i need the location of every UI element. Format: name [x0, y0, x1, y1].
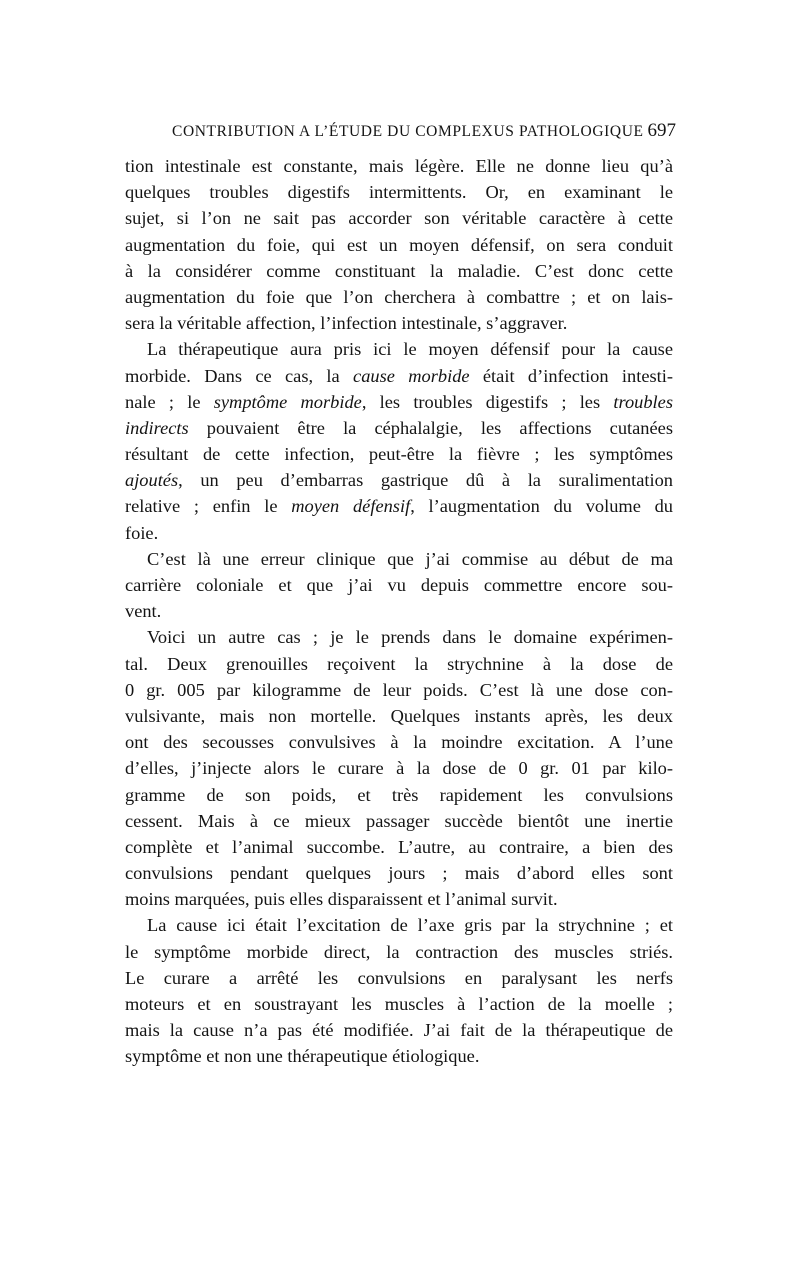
text-line: [125, 336, 673, 362]
body-text: [125, 153, 673, 1070]
text-line: [125, 493, 673, 519]
text-segment: La thérapeutique aura pris ici le moyen défensif pour la cause: [147, 339, 673, 360]
text-line: [125, 912, 673, 938]
text-line: [125, 441, 673, 467]
text-line: [125, 703, 673, 729]
text-segment: augmentation du foie, qui est un moyen défensif, on sera conduit: [125, 234, 673, 255]
text-line: [125, 598, 673, 624]
text-segment: résultant de cette infection, peut-être la fièvre ; les symptômes: [125, 444, 673, 465]
text-segment: La cause ici était l’excitation de l’axe gris par la strychnine ; et: [147, 915, 673, 936]
text-line: [125, 572, 673, 598]
text-segment: vulsivante, mais non mortelle. Quelques instants après, les deux: [125, 705, 673, 726]
text-segment: augmentation du foie que l’on cherchera à combattre ; et on lais-: [125, 286, 673, 307]
text-segment: , les troubles digestifs ; les: [361, 391, 614, 412]
text-line: [125, 179, 673, 205]
text-line: [125, 1043, 673, 1069]
text-line: [125, 520, 673, 546]
italic-text: troubles: [613, 391, 673, 412]
text-segment: , un peu d’embarras gastrique dû à la suralimentation: [178, 470, 673, 491]
text-line: [125, 939, 673, 965]
text-segment: convulsions pendant quelques jours ; mais d’abord elles sont: [125, 863, 673, 884]
text-line: [125, 232, 673, 258]
text-segment: carrière coloniale et que j’ai vu depuis commettre encore sou-: [125, 575, 673, 595]
text-segment: sera la véritable affection, l’infection intestinale, s’aggraver.: [125, 313, 568, 334]
text-segment: tion intestinale est constante, mais légère. Elle ne donne lieu qu’à: [125, 156, 673, 176]
text-line: [125, 1017, 673, 1043]
text-segment: foie.: [125, 522, 159, 543]
text-line: [125, 205, 673, 231]
text-segment: mais la cause n’a pas été modifiée. J’ai fait de la thérapeutique de: [125, 1020, 673, 1041]
text-segment: , l’augmentation du volume du: [410, 496, 674, 517]
text-line: [125, 153, 673, 179]
text-segment: d’elles, j’injecte alors le curare à la dose de 0 gr. 01 par kilo-: [125, 758, 673, 779]
text-segment: gramme de son poids, et très rapidement les convulsions: [125, 784, 673, 805]
text-line: [125, 363, 673, 389]
text-line: [125, 624, 673, 650]
text-line: [125, 467, 673, 493]
text-line: [125, 782, 673, 808]
text-line: [125, 729, 673, 755]
text-line: [125, 677, 673, 703]
text-segment: Voici un autre cas ; je le prends dans le domaine expérimen-: [147, 627, 673, 648]
text-line: [125, 808, 673, 834]
page-number: 697: [647, 120, 676, 141]
text-segment: cessent. Mais à ce mieux passager succède bientôt une inertie: [125, 810, 673, 831]
text-segment: ont des secousses convulsives à la moindre excitation. A l’une: [125, 732, 673, 753]
text-line: [125, 310, 673, 336]
text-line: [125, 415, 673, 441]
text-line: [125, 834, 673, 860]
text-line: [125, 258, 673, 284]
text-segment: le symptôme morbide direct, la contraction des muscles striés.: [125, 941, 673, 962]
italic-text: indirects: [125, 417, 189, 438]
text-segment: était d’infection intesti-: [469, 365, 673, 386]
text-segment: moteurs et en soustrayant les muscles à l’action de la moelle ;: [125, 994, 673, 1014]
text-line: [125, 651, 673, 677]
text-segment: à la considérer comme constituant la maladie. C’est donc cette: [125, 260, 673, 281]
running-header: [168, 120, 676, 144]
italic-text: moyen défensif: [291, 496, 411, 517]
text-line: [125, 546, 673, 572]
text-segment: sujet, si l’on ne sait pas accorder son véritable caractère à cette: [125, 208, 673, 229]
text-segment: symptôme et non une thérapeutique étiologique.: [125, 1046, 480, 1067]
text-segment: relative ; enfin le: [125, 496, 292, 517]
text-segment: Le curare a arrêté les convulsions en paralysant les nerfs: [125, 967, 673, 988]
text-line: [125, 991, 673, 1017]
text-segment: C’est là une erreur clinique que j’ai commise au début de ma: [147, 548, 673, 569]
running-title: CONTRIBUTION A L’ÉTUDE DU COMPLEXUS PATHOLOGIQUE: [172, 123, 644, 140]
text-segment: quelques troubles digestifs intermittents. Or, en examinant le: [125, 182, 673, 203]
italic-text: symptôme morbide: [213, 391, 362, 412]
text-segment: tal. Deux grenouilles reçoivent la strychnine à la dose de: [125, 653, 673, 674]
text-segment: morbide. Dans ce cas, la: [125, 365, 354, 386]
text-segment: complète et l’animal succombe. L’autre, au contraire, a bien des: [125, 836, 673, 857]
text-segment: 0 gr. 005 par kilogramme de leur poids. C’est là une dose con-: [125, 679, 673, 700]
text-segment: moins marquées, puis elles disparaissent et l’animal survit.: [125, 889, 558, 910]
text-line: [125, 389, 673, 415]
text-line: [125, 284, 673, 310]
text-line: [125, 755, 673, 781]
text-segment: vent.: [125, 601, 162, 622]
text-segment: pouvaient être la céphalalgie, les affections cutanées: [188, 417, 673, 438]
text-line: [125, 965, 673, 991]
text-line: [125, 860, 673, 886]
italic-text: cause morbide: [353, 365, 470, 386]
italic-text: ajoutés: [125, 470, 179, 491]
text-line: [125, 886, 673, 912]
text-segment: nale ; le: [125, 391, 214, 412]
